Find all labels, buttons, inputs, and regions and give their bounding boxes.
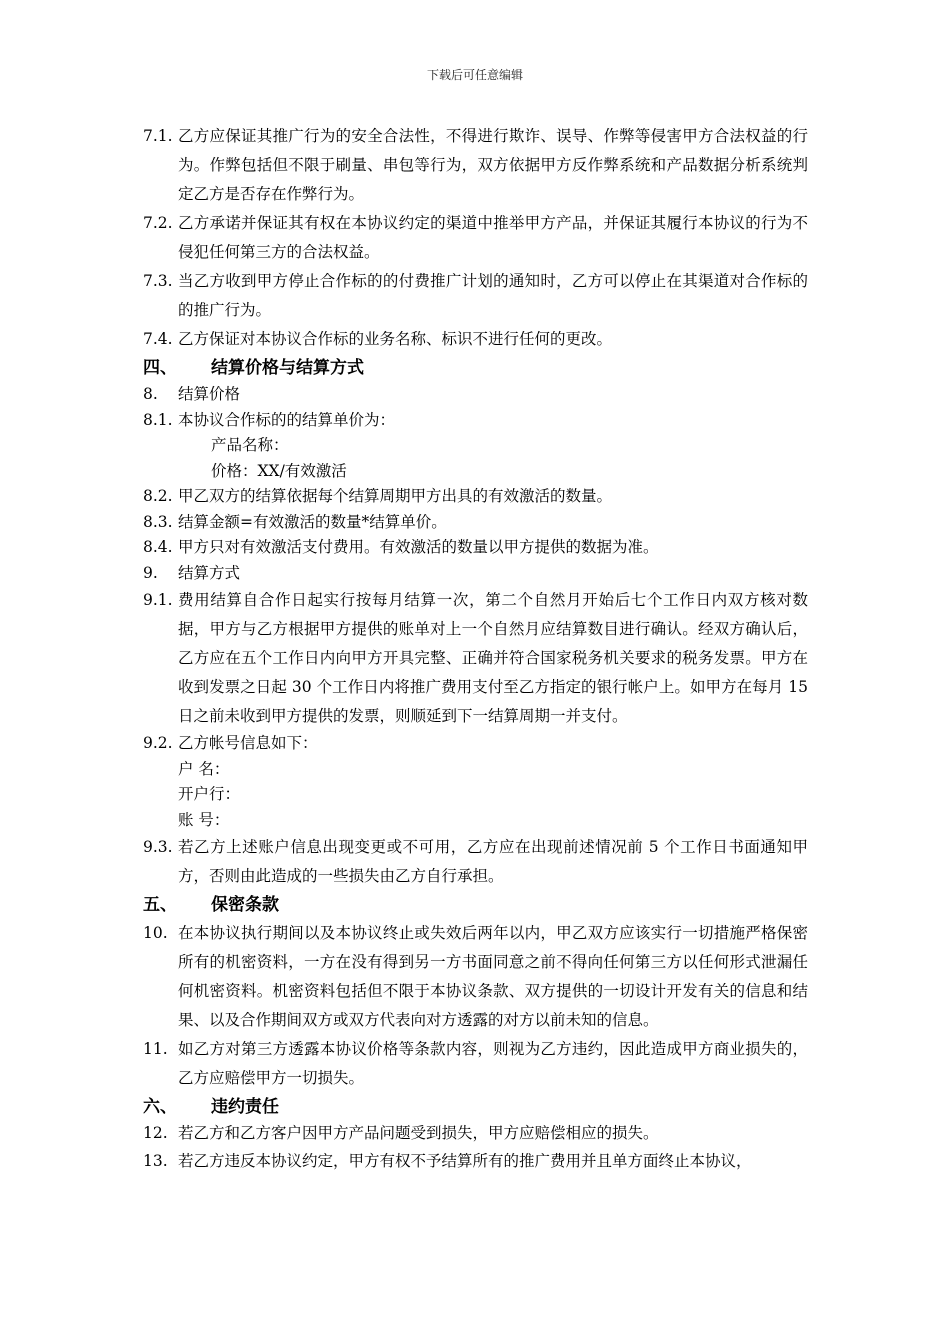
page-header: 下载后可任意编辑 xyxy=(426,68,523,82)
section-title: 结算价格与结算方式 xyxy=(211,358,364,378)
clause-number: 7.1. xyxy=(143,127,173,145)
section-number: 四、 xyxy=(143,358,177,378)
price-line: 价格：XX/有效激活 xyxy=(211,461,347,480)
clause-number: 8.3. xyxy=(143,512,173,531)
section-title: 保密条款 xyxy=(211,895,279,915)
clause-number: 7.3. xyxy=(143,272,173,290)
clause-text: 甲方只对有效激活支付费用。有效激活的数量以甲方提供的数据为准。 xyxy=(178,538,659,556)
clause-text: 如乙方对第三方透露本协议价格等条款内容，则视为乙方违约，因此造成甲方商业损失的，乙方应赔偿甲方一切损失。 xyxy=(178,1040,808,1087)
clause-7-1 xyxy=(143,122,808,209)
clause-text: 乙方承诺并保证其有权在本协议约定的渠道中推举甲方产品，并保证其履行本协议的行为不侵犯任何第三方的合法权益。 xyxy=(178,214,808,261)
clause-text: 本协议合作标的的结算单价为： xyxy=(178,410,396,429)
clause-8 xyxy=(143,382,808,408)
section-title: 违约责任 xyxy=(211,1097,279,1117)
clause-number: 8. xyxy=(143,385,158,403)
clause-number: 11. xyxy=(143,1040,168,1058)
clause-number: 8.4. xyxy=(143,538,173,556)
clause-text: 结算价格 xyxy=(178,385,241,403)
clause-number: 8.2. xyxy=(143,487,173,505)
clause-text: 乙方帐号信息如下： xyxy=(178,734,318,752)
clause-number: 9.2. xyxy=(143,734,173,752)
clause-text: 费用结算自合作日起实行按每月结算一次，第二个自然月开始后七个工作日内双方核对数据，甲方与乙方根据甲方提供的账单对上一个自然月应结算数目进行确认。经双方确认后，乙方应在五个工作日内向甲方开具完整、正确并符合国家税务机关要求的税务发票。甲方在收到发票之日起 30 个工作日内将推广费用支付至乙方指定的银行帐户上。如甲方在每月 15 日之前未收到甲方提供的发票，则顺延到下一结算周期一并支付。 xyxy=(178,591,808,725)
clause-number: 9.3. xyxy=(143,838,173,856)
clause-text: 若乙方上述账户信息出现变更或不可用，乙方应在出现前述情况前 5 个工作日书面通知甲方，否则由此造成的一些损失由乙方自行承担。 xyxy=(178,838,808,885)
clause-number: 7.2. xyxy=(143,214,173,232)
document-body xyxy=(143,122,808,1176)
clause-8-3 xyxy=(143,510,808,536)
clause-number: 7.4. xyxy=(143,330,173,348)
clause-8-2 xyxy=(143,484,808,510)
product-name-line: 产品名称： xyxy=(211,436,289,454)
clause-text: 结算金额=有效激活的数量*结算单价。 xyxy=(178,512,447,531)
clause-text: 乙方应保证其推广行为的安全合法性，不得进行欺诈、误导、作弊等侵害甲方合法权益的行为。作弊包括但不限于刷量、串包等行为，双方依据甲方反作弊系统和产品数据分析系统判定乙方是否存在作弊行为。 xyxy=(178,127,808,203)
clause-9-2 xyxy=(143,731,808,757)
clause-11 xyxy=(143,1035,808,1093)
section-heading-liability xyxy=(143,1093,808,1121)
clause-text: 在本协议执行期间以及本协议终止或失效后两年以内，甲乙双方应该实行一切措施严格保密所有的机密资料，一方在没有得到另一方书面同意之前不得向任何第三方以任何形式泄漏任何机密资料。机密资料包括但不限于本协议条款、双方提供的一切设计开发有关的信息和结果、以及合作期间双方或双方代表向对方透露的对方以前未知的信息。 xyxy=(178,924,808,1029)
clause-9 xyxy=(143,561,808,587)
clause-number: 9. xyxy=(143,563,158,582)
clause-8-1 xyxy=(143,408,808,434)
clause-number: 13. xyxy=(143,1151,168,1170)
account-name-line: 户 名： xyxy=(178,759,230,778)
section-number: 五、 xyxy=(143,895,177,915)
clause-9-1 xyxy=(143,586,808,731)
clause-12 xyxy=(143,1121,808,1147)
clause-text: 甲乙双方的结算依据每个结算周期甲方出具的有效激活的数量。 xyxy=(178,487,613,505)
clause-number: 12. xyxy=(143,1124,168,1142)
clause-text: 乙方保证对本协议合作标的业务名称、标识不进行任何的更改。 xyxy=(178,330,613,348)
section-heading-confidentiality xyxy=(143,891,808,919)
clause-text: 若乙方违反本协议约定，甲方有权不予结算所有的推广费用并且单方面终止本协议， xyxy=(178,1151,752,1170)
clause-text: 当乙方收到甲方停止合作标的的付费推广计划的通知时，乙方可以停止在其渠道对合作标的的推广行为。 xyxy=(178,272,808,319)
clause-8-4 xyxy=(143,535,808,561)
clause-7-4 xyxy=(143,325,808,354)
clause-text: 若乙方和乙方客户因甲方产品问题受到损失，甲方应赔偿相应的损失。 xyxy=(178,1124,659,1142)
clause-7-2 xyxy=(143,209,808,267)
clause-number: 9.1. xyxy=(143,591,173,609)
clause-7-3 xyxy=(143,267,808,325)
clause-13 xyxy=(143,1147,808,1176)
bank-line: 开户行： xyxy=(178,785,241,803)
clause-number: 10. xyxy=(143,924,168,942)
clause-10 xyxy=(143,919,808,1035)
clause-9-3 xyxy=(143,833,808,891)
section-number: 六、 xyxy=(143,1097,177,1117)
clause-number: 8.1. xyxy=(143,410,173,429)
clause-text: 结算方式 xyxy=(178,563,241,582)
section-heading-settlement xyxy=(143,354,808,382)
account-number-line: 账 号： xyxy=(178,810,230,829)
